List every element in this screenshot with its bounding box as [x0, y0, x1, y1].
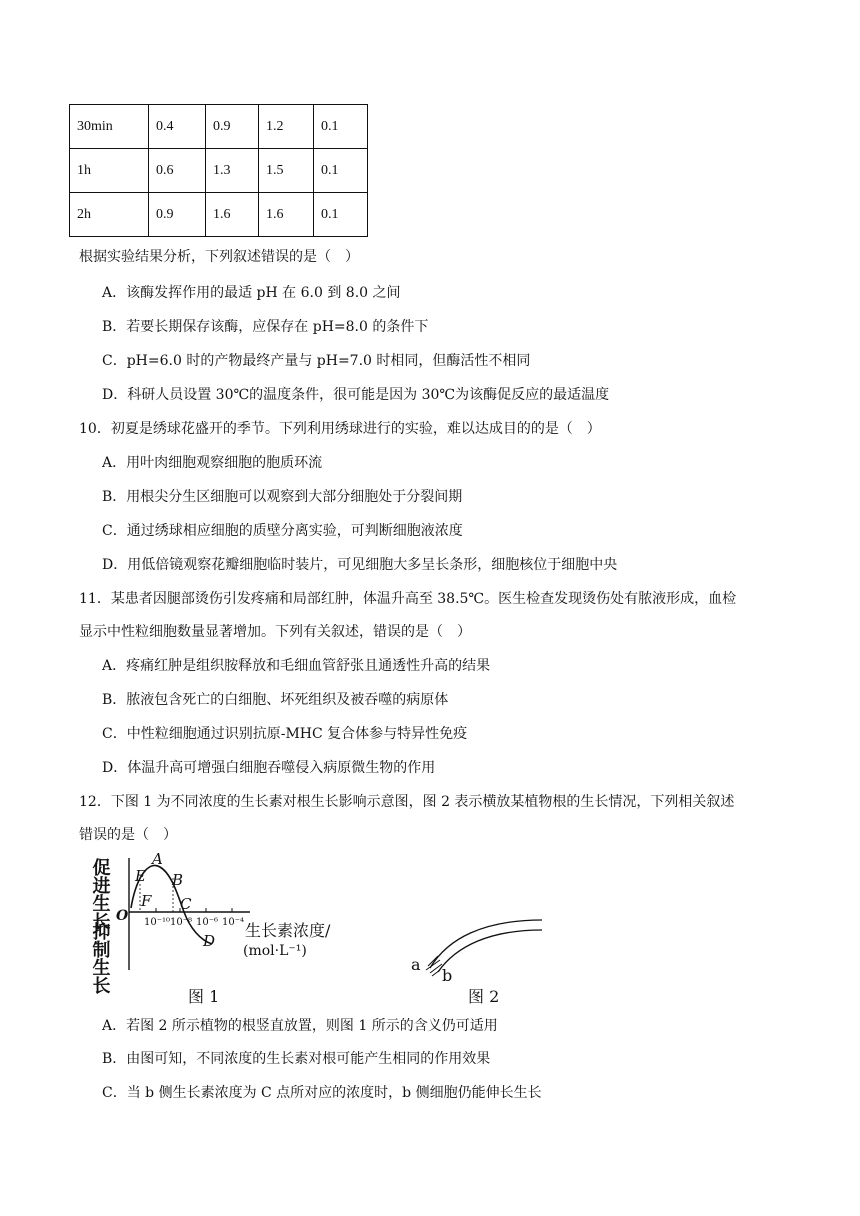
question-11-stem-line2: 显示中性粒细胞数量显著增加。下列有关叙述，错误的是（ ） — [79, 624, 471, 640]
table-cell: 1.5 — [259, 149, 314, 193]
figure-1-caption: 图 1 — [188, 987, 220, 1006]
tick-label: 10⁻⁸ — [170, 917, 193, 928]
point-label-f: F — [141, 892, 152, 910]
table-cell: 1.3 — [206, 149, 259, 193]
point-label-c: C — [180, 895, 192, 913]
question-12-option-b: B．由图可知，不同浓度的生长素对根可能产生相同的作用效果 — [102, 1051, 491, 1067]
results-table — [69, 104, 368, 237]
side-a-label: a — [411, 955, 421, 974]
question-12-option-c: C．当 b 侧生长素浓度为 C 点所对应的浓度时，b 侧细胞仍能伸长生长 — [102, 1085, 542, 1101]
x-axis-label: 生长素浓度/ — [245, 921, 331, 940]
table-cell: 0.4 — [149, 105, 206, 149]
question-10-option-b: B．用根尖分生区细胞可以观察到大部分细胞处于分裂间期 — [102, 489, 463, 505]
figure-1 — [78, 848, 378, 1008]
question-12-option-a: A．若图 2 所示植物的根竖直放置，则图 1 所示的含义仍可适用 — [102, 1018, 498, 1034]
question-12-stem-line1: 12．下图 1 为不同浓度的生长素对根生长影响示意图，图 2 表示横放某植物根的生长情况，下列相关叙述 — [79, 794, 735, 810]
table-cell: 0.1 — [314, 149, 368, 193]
question-11-option-c: C．中性粒细胞通过识别抗原-MHC 复合体参与特异性免疫 — [102, 726, 468, 742]
point-label-d: D — [203, 932, 216, 950]
question-9-option-a: A．该酶发挥作用的最适 pH 在 6.0 到 8.0 之间 — [102, 285, 401, 301]
figure-2-caption: 图 2 — [468, 987, 500, 1006]
table-row — [70, 105, 368, 149]
question-11-option-a: A．疼痛红肿是组织胺释放和毛细血管舒张且通透性升高的结果 — [102, 658, 491, 674]
question-9-stem: 根据实验结果分析，下列叙述错误的是（ ） — [79, 249, 359, 265]
promote-growth-label: 促进生长 — [89, 858, 111, 930]
table-cell: 2h — [70, 193, 149, 237]
table-cell: 0.1 — [314, 105, 368, 149]
table-cell: 0.9 — [149, 193, 206, 237]
question-11-stem-line1: 11．某患者因腿部烫伤引发疼痛和局部红肿，体温升高至 38.5℃。医生检查发现烫伤处有脓液形成，血检 — [79, 591, 737, 607]
table-cell: 0.9 — [206, 105, 259, 149]
point-label-a: A — [152, 850, 163, 868]
point-label-b: B — [172, 871, 184, 889]
table-cell: 1.2 — [259, 105, 314, 149]
side-b-label: b — [442, 966, 453, 985]
table-row — [70, 149, 368, 193]
question-11-option-b: B．脓液包含死亡的白细胞、坏死组织及被吞噬的病原体 — [102, 692, 449, 708]
table-cell: 1h — [70, 149, 149, 193]
question-11-option-d: D．体温升高可增强白细胞吞噬侵入病原微生物的作用 — [102, 760, 436, 776]
tick-label: 10⁻⁴ — [222, 917, 245, 928]
table-cell: 30min — [70, 105, 149, 149]
question-9-option-b: B．若要长期保存该酶，应保存在 pH=8.0 的条件下 — [102, 319, 429, 335]
question-10-stem: 10．初夏是绣球花盛开的季节。下列利用绣球进行的实验，难以达成目的的是（ ） — [79, 421, 601, 437]
question-10-option-c: C．通过绣球相应细胞的质壁分离实验，可判断细胞液浓度 — [102, 523, 463, 539]
question-12-stem-line2: 错误的是（ ） — [79, 827, 177, 843]
root-outline-lower — [438, 930, 542, 972]
inhibit-growth-label: 抑制生长 — [89, 922, 111, 994]
tick-label: 10⁻⁶ — [196, 917, 219, 928]
table-cell: 0.6 — [149, 149, 206, 193]
table-cell: 1.6 — [259, 193, 314, 237]
tick-label: 10⁻¹⁰ — [144, 917, 171, 928]
table-row — [70, 193, 368, 237]
x-axis-unit: (mol·L⁻¹) — [243, 943, 307, 959]
table-cell: 1.6 — [206, 193, 259, 237]
question-9-option-c: C．pH=6.0 时的产物最终产量与 pH=7.0 时相同，但酶活性不相同 — [102, 353, 531, 369]
figure-2 — [400, 900, 560, 1010]
question-10-option-a: A．用叶肉细胞观察细胞的胞质环流 — [102, 455, 323, 471]
point-label-e: E — [135, 867, 146, 885]
question-10-option-d: D．用低倍镜观察花瓣细胞临时装片，可见细胞大多呈长条形，细胞核位于细胞中央 — [102, 557, 618, 573]
table-cell: 0.1 — [314, 193, 368, 237]
question-9-option-d: D．科研人员设置 30℃的温度条件，很可能是因为 30℃为该酶促反应的最适温度 — [102, 387, 610, 403]
origin-label: O — [116, 908, 129, 924]
root-tip — [426, 956, 442, 976]
